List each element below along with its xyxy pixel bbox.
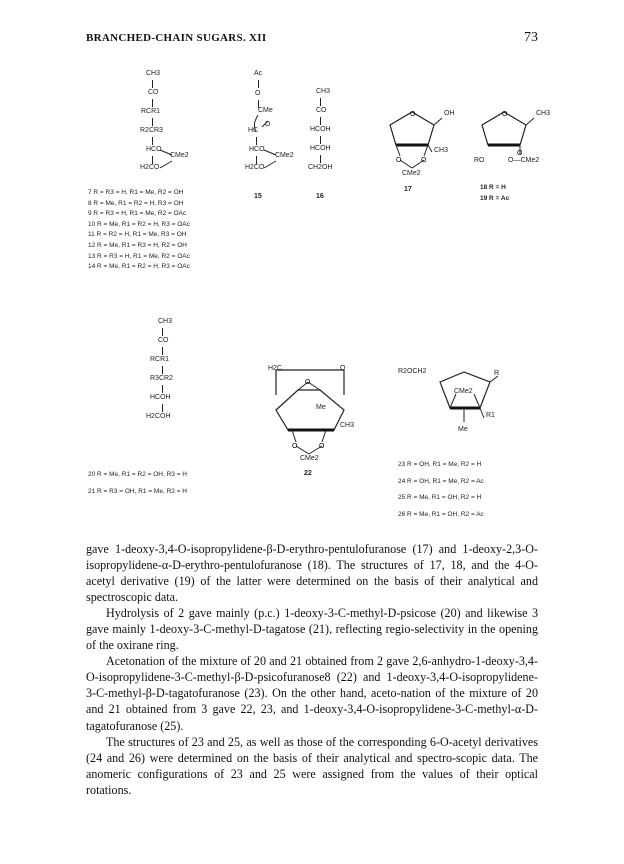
s20-h2coh: H2COH <box>146 413 171 420</box>
s23-me: Me <box>458 426 468 433</box>
s23-r1: R1 <box>486 412 495 419</box>
page-number: 73 <box>524 30 538 45</box>
chain-label-ch3: CH3 <box>146 70 161 77</box>
paragraph-2: Hydrolysis of 2 gave mainly (p.c.) 1-deoxy-3-C-methyl-D-psicose (20) and likewise 3 gave mainly 1-deoxy-3-C-methyl-D-tagatose (21), reflecting regio-selectivity in the opening of the oxirane ring. <box>86 606 538 653</box>
s20-co: CO <box>158 337 169 344</box>
paragraph-3: Acetonation of the mixture of 20 and 21 obtained from 2 gave 2,6-anhydro-1-deoxy-3,4-O-isopropylidene-3-C-methyl-β-D-psicofuranose8 (22) and 1-deoxy-3,4-O-isopropylidene-3-C-methyl-β-D-tagatofuranose (23). On the other hand, aceto-nation of the mixture of 20 and 21 obtained from 3 gave 22, 23, and 1-deoxy-3,4-O-isopropylidene-3-C-methyl-α-D-tagatofuranose (25). <box>86 654 538 733</box>
s15-cme2: CMe2 <box>275 152 294 159</box>
definition-20: 20 R = Me, R1 = R2 = OH, R3 = H <box>88 471 187 478</box>
s16-hcoh-1: HCOH <box>310 126 331 133</box>
definition-14: 14 R = Me, R1 = R2 = H, R3 = OAc <box>88 263 190 271</box>
svg-text:O: O <box>319 443 325 450</box>
chain-label-hco: HCO <box>146 146 162 153</box>
definition-23: 23 R = OH, R1 = Me, R2 = H <box>398 461 482 468</box>
s20-ch3: CH3 <box>158 318 173 325</box>
definition-26: 26 R = Me, R1 = OH, R2 = Ac <box>398 510 484 518</box>
s15-cme: CMe <box>258 107 273 114</box>
chain-label-co: CO <box>148 89 159 96</box>
s22-o: O <box>340 365 346 372</box>
definition-18: 18 R = H <box>480 184 506 191</box>
body-text <box>86 541 538 798</box>
svg-text:O: O <box>305 379 311 386</box>
definitions-23-26 <box>398 457 484 523</box>
svg-text:O: O <box>292 443 298 450</box>
svg-text:O: O <box>410 111 416 118</box>
definition-7: 7 R = R3 = H, R1 = Me, R2 = OH <box>88 189 184 196</box>
definition-25: 25 R = Me, R1 = OH, R2 = H <box>398 494 482 501</box>
definition-12: 12 R = Me, R1 = R3 = H, R2 = OH <box>88 241 187 249</box>
definition-11: 11 R = R2 = H, R1 = Me, R3 = OH <box>88 231 187 239</box>
definitions-18-19 <box>480 183 509 204</box>
definition-8: 8 R = Me, R1 = R2 = H, R3 = OH <box>88 199 184 207</box>
s15-ac: Ac <box>254 70 263 77</box>
s17-cme2: CMe2 <box>402 170 421 177</box>
s20-r3cr2: R3CR2 <box>150 375 173 382</box>
s18-ch3: CH3 <box>536 110 551 117</box>
running-title: BRANCHED-CHAIN SUGARS. XII <box>86 32 267 44</box>
compound-label-16: 16 <box>316 193 324 200</box>
s22-cme2: CMe2 <box>300 455 319 462</box>
definition-21: 21 R = R3 = OH, R1 = Me, R2 = H <box>88 488 187 495</box>
compound-label-17: 17 <box>404 186 412 193</box>
s15-h2co: H2CO <box>245 164 265 171</box>
chain-label-h2co: H2CO <box>140 164 160 171</box>
paragraph-1: gave 1-deoxy-3,4-O-isopropylidene-β-D-erythro-pentulofuranose (17) and 1-deoxy-2,3-O-isopropylidene-α-D-erythro-pentulofuranose (18). The structures of 17, 18, and the 4-O-acetyl derivative (19) of the latter were determined on the basis of their analytical and spectroscopic data. <box>86 542 538 605</box>
s17-ch3: CH3 <box>434 147 449 154</box>
s16-ch2oh: CH2OH <box>308 164 333 171</box>
definition-19: 19 R = Ac <box>480 194 510 202</box>
definition-10: 10 R = Me, R1 = R2 = H, R3 = OAc <box>88 220 190 228</box>
s18-ro: RO <box>474 157 485 164</box>
s17-oh: OH <box>444 110 455 117</box>
svg-text:O: O <box>502 111 508 118</box>
chain-label-r2cr3: R2CR3 <box>140 127 163 134</box>
compound-label-15: 15 <box>254 193 262 200</box>
paragraph-4: The structures of 23 and 25, as well as those of the corresponding 6-O-acetyl derivatives (24 and 26) were determined on the basis of their analytical and spectro-scopic data. The anomeric configurations of 23 and 25 were assigned from the values of their optical rotations. <box>86 734 538 797</box>
s20-rcr1: RCR1 <box>150 356 170 363</box>
chain-label-cme2: CMe2 <box>170 152 189 159</box>
s23-cme2: CMe2 <box>454 388 473 395</box>
svg-text:O: O <box>396 157 402 164</box>
compound-label-22: 22 <box>304 470 312 477</box>
definitions-20-21 <box>88 466 187 500</box>
s16-co: CO <box>316 107 327 114</box>
s20-hcoh: HCOH <box>150 394 171 401</box>
definition-13: 13 R = R3 = H, R1 = Me, R2 = OAc <box>88 252 190 260</box>
s23-r2och2: R2OCH2 <box>398 368 427 375</box>
definition-24: 24 R = OH, R1 = Me, R2 = Ac <box>398 477 484 485</box>
s23-r: R <box>494 370 500 377</box>
s15-o2: O <box>265 121 271 128</box>
s15-hco: HCO <box>249 146 265 153</box>
svg-text:O: O <box>517 150 523 157</box>
definitions-7-14 <box>88 188 190 273</box>
chain-label-rcr1: RCR1 <box>141 108 161 115</box>
s22-h2c: H2C <box>268 365 283 372</box>
definition-9: 9 R = R3 = H, R1 = Me, R2 = OAc <box>88 210 187 218</box>
s15-o: O <box>255 90 261 97</box>
s18-ocme2: O—CMe2 <box>508 157 540 164</box>
s16-ch3: CH3 <box>316 88 331 95</box>
svg-text:O: O <box>421 157 427 164</box>
s15-hc: HC <box>248 127 259 134</box>
s22-ch3: CH3 <box>340 422 355 429</box>
s16-hcoh-2: HCOH <box>310 145 331 152</box>
s22-me: Me <box>316 404 326 411</box>
